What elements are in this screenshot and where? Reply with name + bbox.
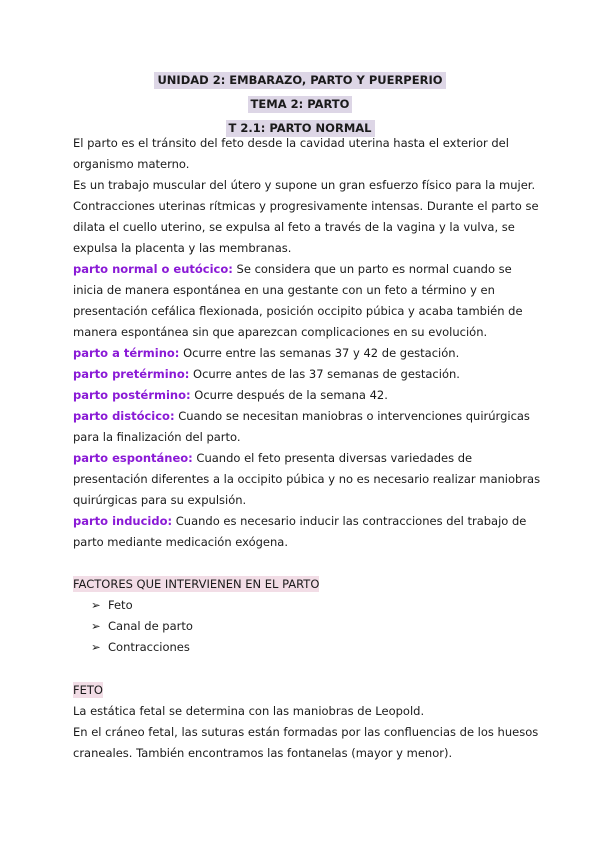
list-item-label: Feto (108, 598, 133, 612)
factors-section-title: FACTORES QUE INTERVIENEN EN EL PARTO (73, 577, 320, 591)
definition-paragraph (73, 511, 543, 553)
list-item (73, 595, 543, 616)
topic-heading: TEMA 2: PARTO (248, 96, 353, 113)
definition-text: Cuando es necesario inducir las contracciones del trabajo de parto mediante medicación exógena. (73, 514, 527, 549)
definition-text: Cuando se necesitan maniobras o intervenciones quirúrgicas para la finalización del parto. (73, 409, 530, 444)
definition-paragraph (73, 406, 543, 448)
feto-paragraph: En el cráneo fetal, las suturas están formadas por las confluencias de los huesos craneales. También encontramos las fontanelas (mayor y menor). (73, 725, 539, 760)
definition-text: Ocurre después de la semana 42. (190, 388, 388, 402)
feto-paragraph: La estática fetal se determina con las maniobras de Leopold. (73, 704, 425, 718)
definition-term: parto distócico: (73, 409, 175, 423)
definition-term: parto normal o eutócico: (73, 262, 233, 276)
list-item-label: Canal de parto (108, 619, 193, 633)
definition-text: Se considera que un parto es normal cuando se inicia de manera espontánea en una gestante con un feto a término y en presentación cefálica flexionada, posición occipito púbica y acaba también de manera espontánea sin que aparezcan complicaciones en su evolución. (73, 262, 523, 339)
factors-list (73, 595, 543, 658)
definition-text: Ocurre antes de las 37 semanas de gestación. (189, 367, 460, 381)
definition-paragraph (73, 364, 543, 385)
main-body (73, 133, 543, 553)
definition-paragraph (73, 385, 543, 406)
definition-text: Cuando el feto presenta diversas variedades de presentación diferentes a la occipito púbica y no es necesario realizar maniobras quirúrgicas para su expulsión. (73, 451, 541, 507)
subtopic-heading: T 2.1: PARTO NORMAL (226, 120, 375, 137)
definition-term: parto inducido: (73, 514, 173, 528)
definition-paragraph (73, 448, 543, 511)
arrow-bullet-icon: ➢ (91, 598, 101, 612)
factors-section (73, 574, 543, 658)
document-headings (0, 69, 600, 141)
list-item (73, 616, 543, 637)
definition-term: parto espontáneo: (73, 451, 193, 465)
definition-paragraph (73, 343, 543, 364)
definition-paragraph (73, 259, 543, 343)
unit-heading: UNIDAD 2: EMBARAZO, PARTO Y PUERPERIO (154, 72, 445, 89)
feto-section (73, 680, 543, 764)
list-item (73, 637, 543, 658)
arrow-bullet-icon: ➢ (91, 640, 101, 654)
arrow-bullet-icon: ➢ (91, 619, 101, 633)
intro-paragraph: El parto es el tránsito del feto desde la cavidad uterina hasta el exterior del organismo materno. (73, 136, 509, 171)
feto-section-title: FETO (73, 683, 103, 697)
definition-term: parto postérmino: (73, 388, 191, 402)
intro-paragraph: Es un trabajo muscular del útero y supone un gran esfuerzo físico para la mujer. Contracciones uterinas rítmicas y progresivamente intensas. Durante el parto se dilata el cuello uterino, se expulsa al feto a través de la vagina y la vulva, se expulsa la placenta y las membranas. (73, 178, 539, 255)
definition-term: parto pretérmino: (73, 367, 190, 381)
list-item-label: Contracciones (108, 640, 190, 654)
definition-term: parto a término: (73, 346, 180, 360)
definition-text: Ocurre entre las semanas 37 y 42 de gestación. (179, 346, 460, 360)
